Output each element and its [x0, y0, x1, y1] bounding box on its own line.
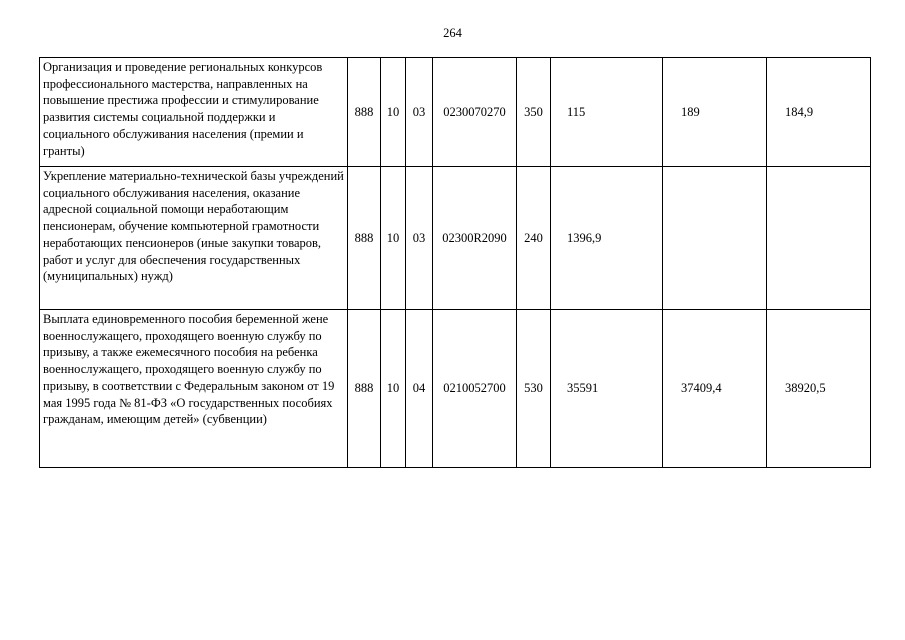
amount-year-3: [767, 167, 871, 310]
amount-year-3: 38920,5: [767, 310, 871, 468]
target-article-code: 0230070270: [433, 58, 517, 167]
budget-table: [39, 57, 871, 468]
amount-year-1: 35591: [551, 310, 663, 468]
page-number: 264: [443, 26, 462, 40]
expense-type-code: 530: [517, 310, 551, 468]
table-row: [40, 167, 871, 310]
table-row: [40, 58, 871, 167]
section-code: 10: [381, 167, 406, 310]
section-code: 10: [381, 310, 406, 468]
ministry-code: 888: [348, 58, 381, 167]
row-description: Укрепление материально-технической базы учреждений социального обслуживания населения, оказание адресной социальной помощи неработающим пенсионерам, обучение компьютерной грамотности неработающих пенсионеров (иные закупки товаров, работ и услуг для обеспечения государственных (муниципальных) нужд): [40, 167, 348, 310]
subsection-code: 04: [406, 310, 433, 468]
subsection-code: 03: [406, 167, 433, 310]
amount-year-2: [663, 167, 767, 310]
table-row: [40, 310, 871, 468]
expense-type-code: 350: [517, 58, 551, 167]
ministry-code: 888: [348, 310, 381, 468]
amount-year-2: 37409,4: [663, 310, 767, 468]
subsection-code: 03: [406, 58, 433, 167]
amount-year-2: 189: [663, 58, 767, 167]
section-code: 10: [381, 58, 406, 167]
target-article-code: 0210052700: [433, 310, 517, 468]
amount-year-1: 1396,9: [551, 167, 663, 310]
row-description: Выплата единовременного пособия беременной жене военнослужащего, проходящего военную службу по призыву, а также ежемесячного пособия на ребенка военнослужащего, проходящего военную службу по призыву, в соответствии с Федеральным законом от 19 мая 1995 года № 81-ФЗ «О государственных пособиях гражданам, имеющим детей» (субвенции): [40, 310, 348, 468]
expense-type-code: 240: [517, 167, 551, 310]
amount-year-1: 115: [551, 58, 663, 167]
target-article-code: 02300R2090: [433, 167, 517, 310]
amount-year-3: 184,9: [767, 58, 871, 167]
ministry-code: 888: [348, 167, 381, 310]
row-description: Организация и проведение региональных конкурсов профессионального мастерства, направленных на повышение престижа профессии и стимулирование развития системы социальной поддержки и социального обслуживания населения (премии и гранты): [40, 58, 348, 167]
